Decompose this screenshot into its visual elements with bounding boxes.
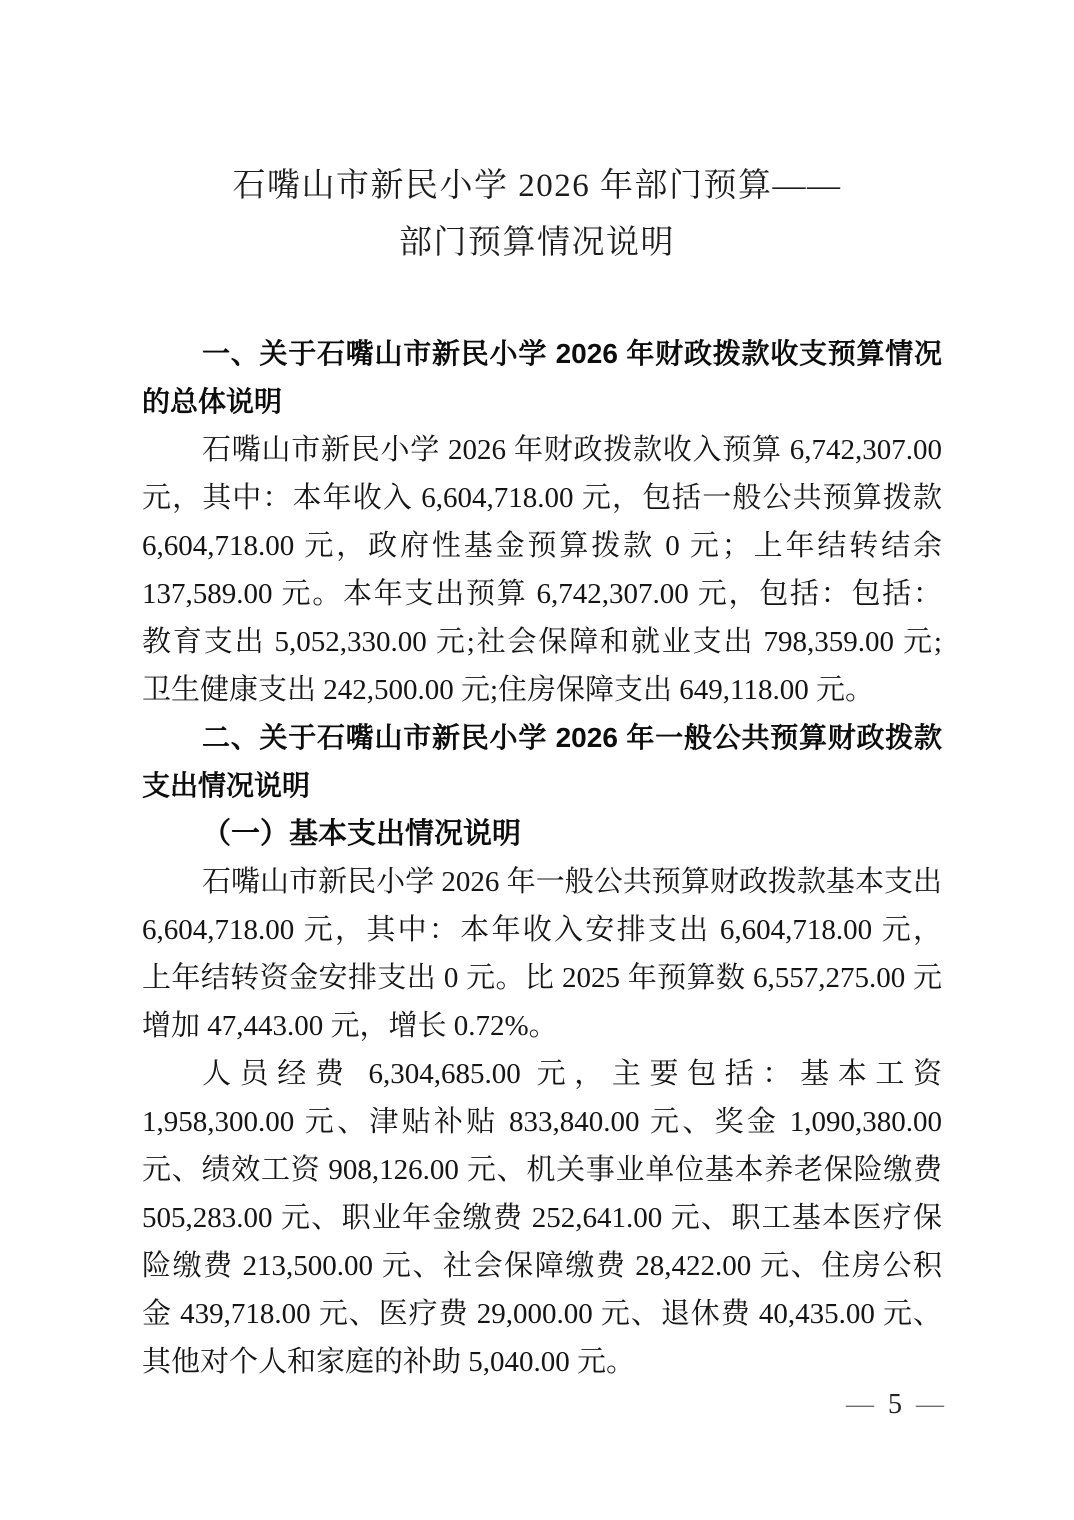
footer-page-number: 5: [888, 1389, 902, 1420]
section2-paragraph2-line: 其他对个人和家庭的补助 5,040.00 元。: [142, 1346, 636, 1378]
section1-paragraph-line: 卫生健康支出 242,500.00 元;住房保障支出 649,118.00 元。: [142, 674, 874, 706]
document-title: [0, 158, 1074, 272]
section1-paragraph-line: 137,589.00 元。本年支出预算 6,742,307.00 元，包括：包括：: [142, 578, 942, 610]
footer-right-dash: —: [916, 1389, 944, 1420]
section2-paragraph2-line: 人员经费 6,304,685.00 元，主要包括：基本工资: [202, 1058, 942, 1090]
section2-paragraph2-line: 金 439,718.00 元、医疗费 29,000.00 元、退休费 40,435.00 元、: [142, 1298, 942, 1330]
section2-heading-line-1: 二、关于石嘴山市新民小学 2026 年一般公共预算财政拨款: [202, 722, 942, 753]
section2-paragraph2-line: 505,283.00 元、职业年金缴费 252,641.00 元、职工基本医疗保: [142, 1202, 942, 1234]
section2-paragraph2-line: 元、绩效工资 908,126.00 元、机关事业单位基本养老保险缴费: [142, 1154, 942, 1186]
section2-subheading: （一）基本支出情况说明: [202, 818, 522, 850]
section2-paragraph1-line: 增加 47,443.00 元，增长 0.72%。: [142, 1010, 558, 1042]
section2-heading-line-2: 支出情况说明: [142, 770, 311, 801]
footer-left-dash: —: [846, 1389, 874, 1420]
section2-paragraph1-line: 石嘴山市新民小学 2026 年一般公共预算财政拨款基本支出: [202, 866, 942, 898]
document-title-line-1: 石嘴山市新民小学 2026 年部门预算——: [232, 168, 842, 204]
section2-paragraph1-line: 上年结转资金安排支出 0 元。比 2025 年预算数 6,557,275.00 元: [142, 962, 942, 994]
section2-paragraph1-line: 6,604,718.00 元，其中：本年收入安排支出 6,604,718.00 元，: [142, 914, 942, 946]
section2-paragraph2-line: 险缴费 213,500.00 元、社会保障缴费 28,422.00 元、住房公积: [142, 1250, 942, 1282]
document-body: [142, 330, 942, 1386]
section1-paragraph-line: 石嘴山市新民小学 2026 年财政拨款收入预算 6,742,307.00: [202, 434, 942, 466]
page-number-footer: [846, 1390, 944, 1420]
section1-paragraph-line: 教育支出 5,052,330.00 元;社会保障和就业支出 798,359.00 元;: [142, 626, 942, 658]
section1-paragraph-line: 元，其中：本年收入 6,604,718.00 元，包括一般公共预算拨款: [142, 482, 942, 514]
section1-paragraph-line: 6,604,718.00 元，政府性基金预算拨款 0 元；上年结转结余: [142, 530, 942, 562]
section1-heading-line-2: 的总体说明: [142, 386, 283, 417]
document-title-line-2: 部门预算情况说明: [399, 225, 675, 261]
section2-paragraph2-line: 1,958,300.00 元、津贴补贴 833,840.00 元、奖金 1,090,380.00: [142, 1106, 942, 1138]
section1-heading-line-1: 一、关于石嘴山市新民小学 2026 年财政拨款收支预算情况: [202, 338, 942, 369]
